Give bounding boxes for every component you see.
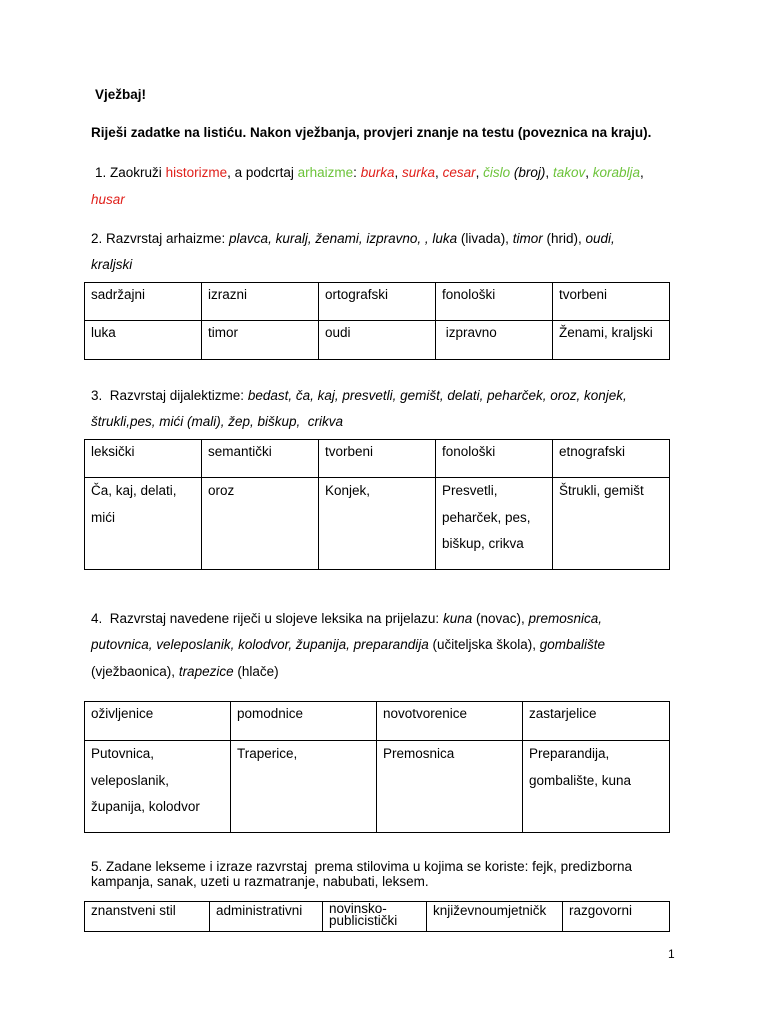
cell-line: Premosnica [383, 746, 455, 761]
task3-cell [85, 478, 202, 570]
task4-cell [85, 741, 231, 833]
task4-vjezbaonica: (vježbaonica), [91, 664, 176, 679]
task5-header-cell [323, 902, 427, 932]
task4-premosnica: premosnica, [528, 611, 603, 626]
task4-header-cell: zastarjelice [523, 702, 670, 741]
task2-header-cell: ortografski [319, 283, 436, 321]
task4-hlace: (hlače) [237, 664, 279, 679]
task4-text-3 [91, 662, 681, 682]
task5-text: 5. Zadane lekseme i izraze razvrstaj prema stilovima u kojima se koriste: fejk, predizborna [91, 859, 632, 874]
task2-text [91, 229, 681, 249]
task2-header-cell: izrazni [202, 283, 319, 321]
cell-line: županija, kolodvor [91, 799, 200, 814]
task1-text-a: Zaokruži [110, 165, 162, 180]
task2-prefix: 2. Razvrstaj arhaizme: [91, 231, 230, 246]
cell-line: publicistički [329, 913, 398, 928]
task1-number: 1. [95, 165, 107, 180]
comma: , [394, 165, 399, 180]
task3-table [84, 439, 670, 570]
cell-line: Putovnica, [91, 746, 155, 761]
task3-prefix: 3. Razvrstaj dijalektizme: [91, 388, 248, 403]
task2-hrid: (hrid), [546, 231, 582, 246]
word-takov: takov [552, 165, 586, 180]
task4-header-cell: pomodnice [231, 702, 377, 741]
task2-oudi: oudi, [585, 231, 615, 246]
task5-header-cell: književnoumjetničk [427, 902, 563, 932]
task3-list-2: štrukli,pes, mići (mali), žep, biškup, crikva [91, 414, 344, 429]
task2-cell: izpravno [436, 321, 553, 360]
word-broj: (broj) [513, 165, 546, 180]
task4-cell [523, 741, 670, 833]
task2-cell: oudi [319, 321, 436, 360]
comma: , [585, 165, 589, 180]
cell-line: mići [91, 509, 115, 525]
word-cesar: cesar [442, 165, 476, 180]
task1-colon: : [353, 165, 357, 180]
task5-header-cell: znanstveni stil [85, 902, 210, 932]
task3-cell [436, 478, 553, 570]
cell-line: biškup, crikva [442, 536, 524, 551]
word-burka: burka [360, 165, 395, 180]
task2-timor: timor [512, 231, 543, 246]
task4-gombaliste: gombalište [539, 637, 606, 652]
task2-header-cell: tvorbeni [553, 283, 670, 321]
cell-line: Ča, kaj, delati, [91, 483, 177, 498]
comma: , [435, 165, 439, 180]
task4-cell [231, 741, 377, 833]
cell-line: Štrukli, gemišt [559, 483, 644, 498]
word-husar: husar [91, 192, 125, 207]
task4-text [91, 609, 681, 629]
task2-cell: luka [85, 321, 202, 360]
page-number: 1 [668, 947, 675, 961]
task4-kuna: kuna [442, 611, 473, 626]
cell-line: Konjek, [325, 483, 371, 498]
task1-arhaizme: arhaizme [297, 165, 354, 180]
task3-header-cell: semantički [202, 440, 319, 478]
task2-header-cell: fonološki [436, 283, 553, 321]
instruction-text: Riješi zadatke na listiću. Nakon vježbanja, provjeri znanje na testu (poveznica na kraju). [91, 125, 652, 140]
task2-table [84, 282, 670, 360]
task2-list: plavca, kuralj, ženami, izpravno, , luka [229, 231, 458, 246]
page-title: Vježbaj! [95, 87, 147, 102]
cell-line: Traperice, [237, 746, 298, 761]
task3-text [91, 386, 681, 406]
comma: , [545, 165, 550, 180]
comma: , [475, 165, 480, 180]
task3-cell [553, 478, 670, 570]
comma: , [640, 165, 644, 180]
task3-cell [202, 478, 319, 570]
task3-header-cell: tvorbeni [319, 440, 436, 478]
task3-cell [319, 478, 436, 570]
word-korablja: korablja [592, 165, 641, 180]
task1-text [95, 163, 685, 183]
task2-cell: timor [202, 321, 319, 360]
task2-header-cell: sadržajni [85, 283, 202, 321]
cell-line: novinsko- [329, 901, 387, 916]
cell-line: veleposlanik, [91, 772, 170, 788]
task4-header-cell: novotvorenice [377, 702, 523, 741]
cell-line: Preparandija, [529, 746, 610, 761]
task4-prefix: 4. Razvrstaj navedene riječi u slojeve leksika na prijelazu: [91, 611, 443, 626]
task4-novac: (novac), [475, 611, 525, 626]
task3-header-cell: etnografski [553, 440, 670, 478]
task4-header-cell: oživljenice [85, 702, 231, 741]
word-cislo: čislo [483, 165, 511, 180]
task5-text-2: kampanja, sanak, uzeti u razmatranje, nabubati, leksem. [91, 874, 429, 889]
cell-line: Presvetli, [442, 483, 498, 498]
task4-uciteljska: (učiteljska škola), [432, 637, 537, 652]
task4-list: putovnica, veleposlanik, kolodvor, županija, preparandija [91, 637, 429, 652]
task2-livada: (livada), [460, 231, 509, 246]
task5-header-cell: razgovorni [563, 902, 670, 932]
cell-line: oroz [208, 483, 235, 498]
task4-cell [377, 741, 523, 833]
cell-line: gombalište, kuna [529, 772, 632, 788]
task4-text-2 [91, 635, 681, 655]
task1-historizme: historizme [165, 165, 228, 180]
task4-table [84, 701, 670, 833]
task5-header-cell: administrativni [210, 902, 323, 932]
task3-header-cell: leksički [85, 440, 202, 478]
task3-list: bedast, ča, kaj, presvetli, gemišt, delati, peharček, oroz, konjek, [247, 388, 627, 403]
task3-header-cell: fonološki [436, 440, 553, 478]
task2-kraljski: kraljski [91, 257, 133, 272]
task2-cell: Ženami, kraljski [553, 321, 670, 360]
task5-table [84, 901, 670, 932]
cell-line: peharček, pes, [442, 509, 531, 525]
word-surka: surka [402, 165, 436, 180]
task1-text-b: , a podcrtaj [227, 165, 294, 180]
task4-trapezice: trapezice [178, 664, 234, 679]
